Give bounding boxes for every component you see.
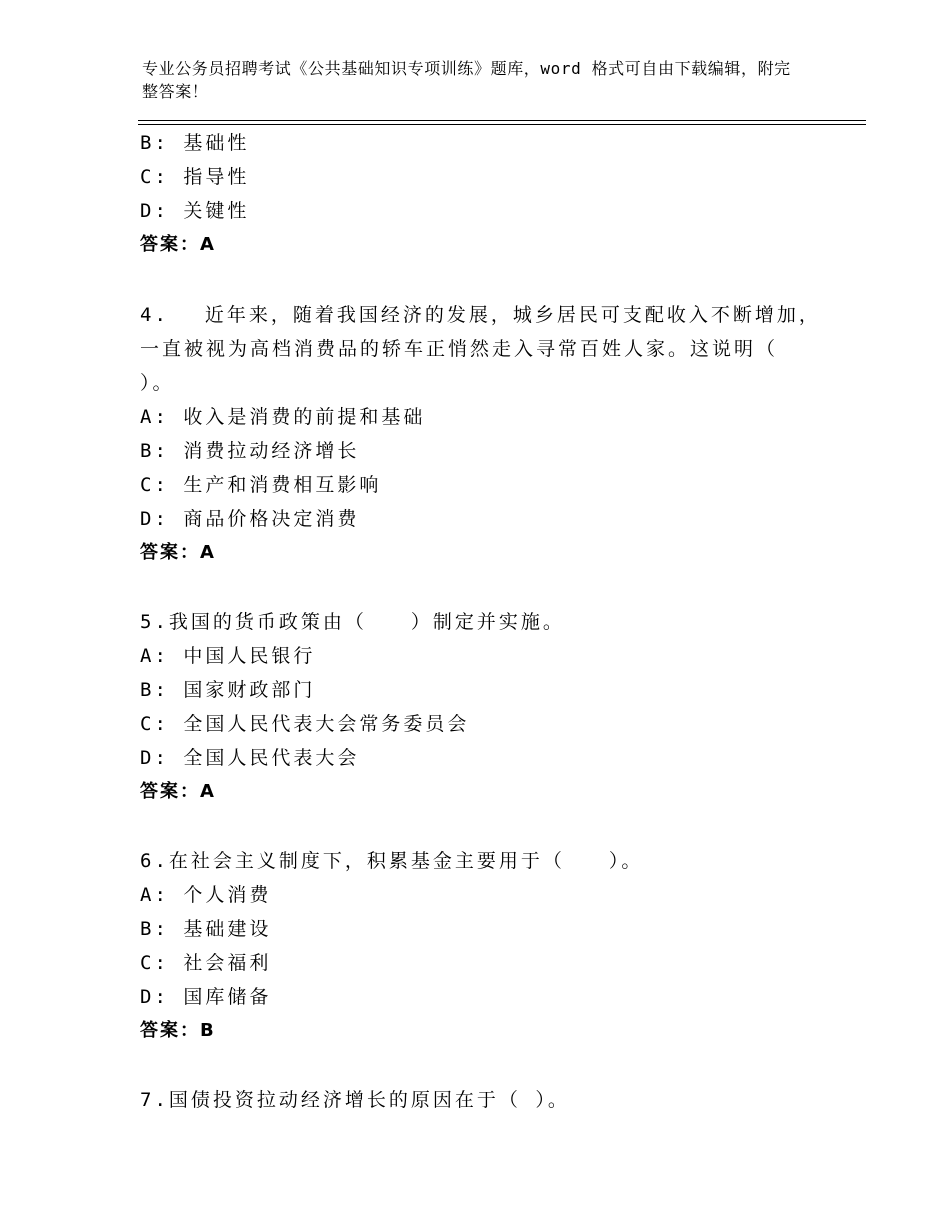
q5-option-d: D: 全国人民代表大会 bbox=[140, 747, 360, 769]
q7-stem: 7.国债投资拉动经济增长的原因在于（ ）。 bbox=[140, 1089, 570, 1111]
q4-stem-line-3: ）。 bbox=[140, 372, 175, 394]
q5-answer: 答案：A bbox=[140, 781, 216, 802]
q6-option-b: B: 基础建设 bbox=[140, 918, 272, 940]
q4-option-b: B: 消费拉动经济增长 bbox=[140, 440, 360, 462]
q5-option-b: B: 国家财政部门 bbox=[140, 679, 316, 701]
q4-option-a: A: 收入是消费的前提和基础 bbox=[140, 406, 426, 428]
q3-option-b: B: 基础性 bbox=[140, 132, 250, 154]
q3-option-c: C: 指导性 bbox=[140, 166, 250, 188]
q4-stem-line-2: 一直被视为高档消费品的轿车正悄然走入寻常百姓人家。这说明（ bbox=[140, 338, 779, 360]
q4-stem-text-1: 近年来，随着我国经济的发展，城乡居民可支配收入不断增加， bbox=[204, 304, 821, 326]
q5-stem: 5.我国的货币政策由（ ）制定并实施。 bbox=[140, 611, 565, 633]
q5-option-a: A: 中国人民银行 bbox=[140, 645, 316, 667]
q3-option-d: D: 关键性 bbox=[140, 200, 250, 222]
q5-option-c: C: 全国人民代表大会常务委员会 bbox=[140, 713, 470, 735]
q4-option-d: D: 商品价格决定消费 bbox=[140, 508, 360, 530]
q4-stem-line-1 bbox=[140, 303, 821, 327]
q6-option-d: D: 国库储备 bbox=[140, 986, 272, 1008]
q4-number: 4. bbox=[140, 304, 169, 326]
header-rule-bottom bbox=[138, 124, 866, 125]
q6-option-c: C: 社会福利 bbox=[140, 952, 272, 974]
q3-answer: 答案：A bbox=[140, 234, 216, 255]
q6-answer: 答案：B bbox=[140, 1020, 216, 1041]
header-rule-top bbox=[138, 120, 866, 121]
q6-option-a: A: 个人消费 bbox=[140, 884, 272, 906]
document-header: 专业公务员招聘考试《公共基础知识专项训练》题库，word 格式可自由下载编辑，附完整答案！ bbox=[142, 59, 791, 101]
q6-stem: 6.在社会主义制度下，积累基金主要用于（ ）。 bbox=[140, 850, 644, 872]
q4-answer: 答案：A bbox=[140, 542, 216, 563]
q4-option-c: C: 生产和消费相互影响 bbox=[140, 474, 382, 496]
